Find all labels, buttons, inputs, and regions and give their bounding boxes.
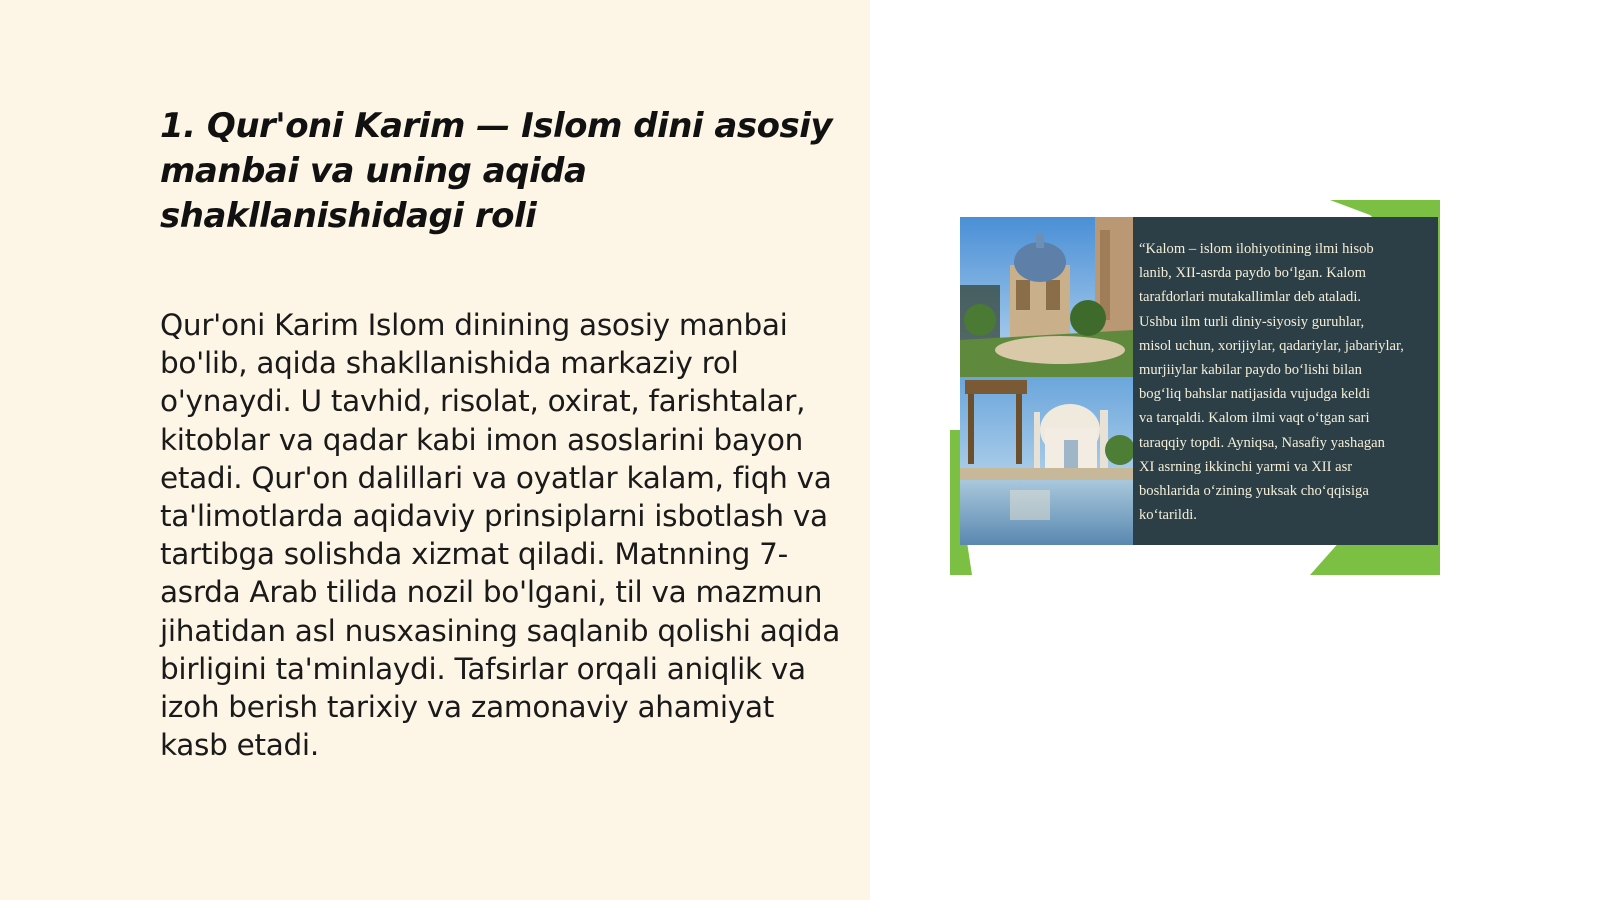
quote-panel bbox=[1133, 217, 1438, 545]
green-accent-left-edge bbox=[950, 430, 960, 575]
slide-title: 1. Qur'oni Karim — Islom dini asosiy manbai va uning aqida shakllanishidagi roli bbox=[160, 106, 833, 236]
pavilion-photo bbox=[960, 377, 1135, 545]
illustration-figure bbox=[950, 200, 1450, 575]
kalom-quote-text: “Kalom – islom ilohiyotining ilmi hisob lanib, XII-asrda paydo bo‘lgan. Kalom tarafdorlari mutakallimlar deb ataladi. Ushbu ilm turli diniy-siyosiy guruhlar, misol uchun, xorijiylar, qadariylar, jabariylar, murjiiylar kabilar paydo bo‘lishi bilan bog‘liq bahslar natijasida vujudga keldi va tarqaldi. Kalom ilmi vaqt o‘tgan sari taraqqiy topdi. Ayniqsa, Nasafiy yashagan XI asrning ikkinchi yarmi va XII asr boshlarida o‘zining yuksak cho‘qqisiga ko‘tarildi. bbox=[1139, 241, 1404, 524]
slide-body-text: Qur'oni Karim Islom dinining asosiy manbai bo'lib, aqida shakllanishida markaziy rol o'ynaydi. U tavhid, risolat, oxirat, farishtalar, kitoblar va qadar kabi imon asoslarini bayon etadi. Qur'on dalillari va oyatlar kalam, fiqh va ta'limotlarda aqidaviy prinsiplarni isbotlash va tartibga solishda xizmat qiladi. Matnning 7-asrda Arab tilida nozil bo'lgani, til va mazmun jihatidan asl nusxasining saqlanib qolishi aqida birligini ta'minlaydi. Tafsirlar orqali aniqlik va izoh berish tarixiy va zamonaviy ahamiyat kasb etadi. bbox=[160, 308, 841, 763]
mausoleum-photo bbox=[960, 217, 1133, 377]
